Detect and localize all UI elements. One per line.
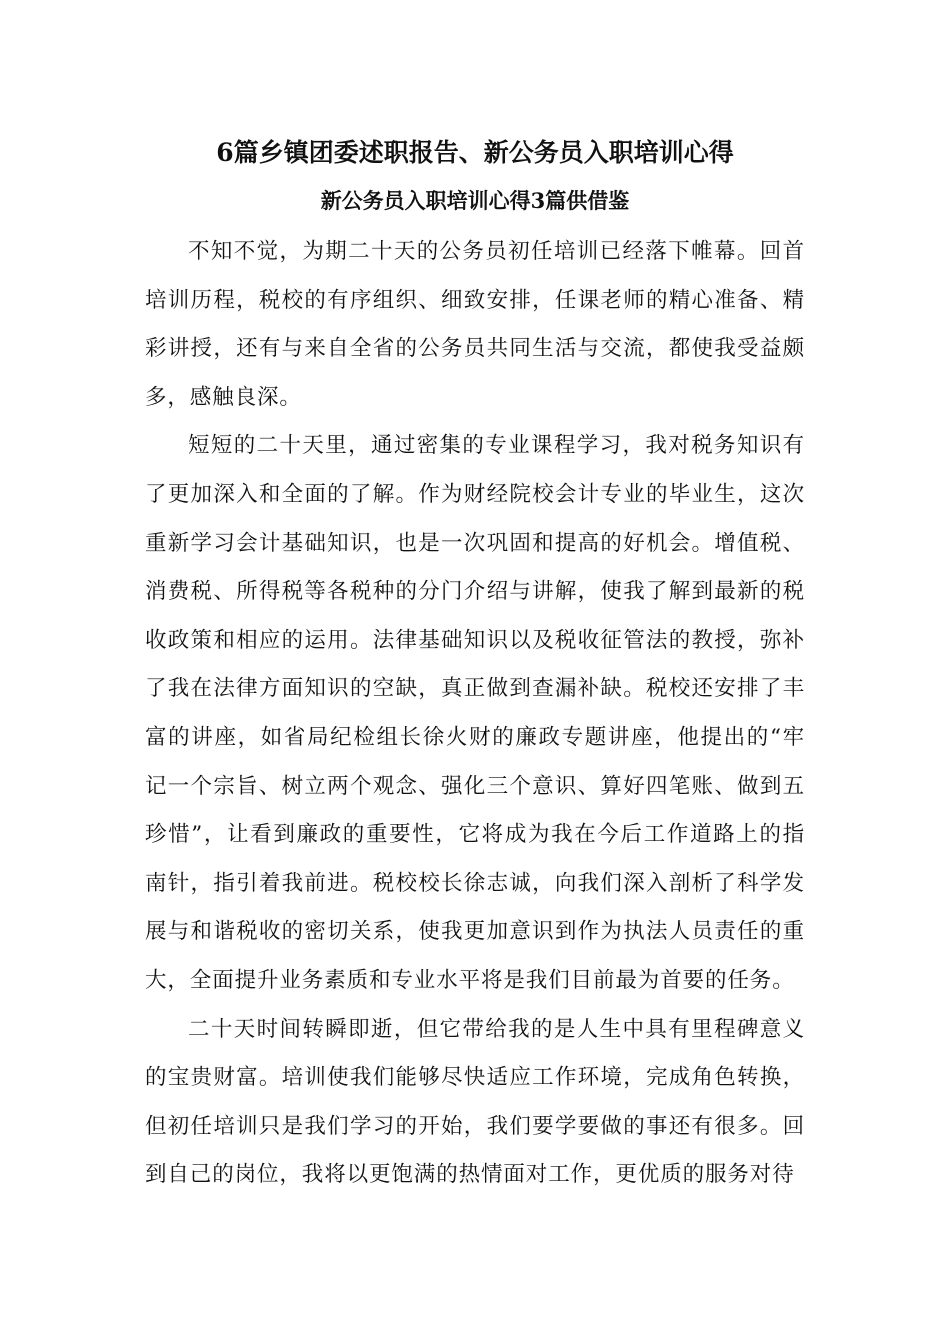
document-title: 6篇乡镇团委述职报告、新公务员入职培训心得 [216, 138, 734, 167]
document-body [145, 228, 805, 1200]
paragraph-1: 不知不觉，为期二十天的公务员初任培训已经落下帷幕。回首培训历程，税校的有序组织、细致安排，任课老师的精心准备、精彩讲授，还有与来自全省的公务员共同生活与交流，都使我受益颇多，感触良深。 [145, 239, 805, 410]
paragraph-3: 二十天时间转瞬即逝，但它带给我的是人生中具有里程碑意义的宝贵财富。培训使我们能够尽快适应工作环境，完成角色转换，但初任培训只是我们学习的开始，我们要学要做的事还有很多。回到自己的岗位，我将以更饱满的热情面对工作，更优质的服务对待 [145, 1016, 805, 1188]
document-subtitle: 新公务员入职培训心得3篇供借鉴 [320, 188, 630, 213]
paragraph-2: 短短的二十天里，通过密集的专业课程学习，我对税务知识有了更加深入和全面的了解。作为财经院校会计专业的毕业生，这次重新学习会计基础知识，也是一次巩固和提高的好机会。增值税、消费税、所得税等各税种的分门介绍与讲解，使我了解到最新的税收政策和相应的运用。法律基础知识以及税收征管法的教授，弥补了我在法律方面知识的空缺，真正做到查漏补缺。税校还安排了丰富的讲座，如省局纪检组长徐火财的廉政专题讲座，他提出的“牢记一个宗旨、树立两个观念、强化三个意识、算好四笔账、做到五珍惜”，让看到廉政的重要性，它将成为我在今后工作道路上的指南针，指引着我前进。税校校长徐志诚，向我们深入剖析了科学发展与和谐税收的密切关系，使我更加意识到作为执法人员责任的重大，全面提升业务素质和专业水平将是我们目前最为首要的任务。 [145, 433, 805, 993]
